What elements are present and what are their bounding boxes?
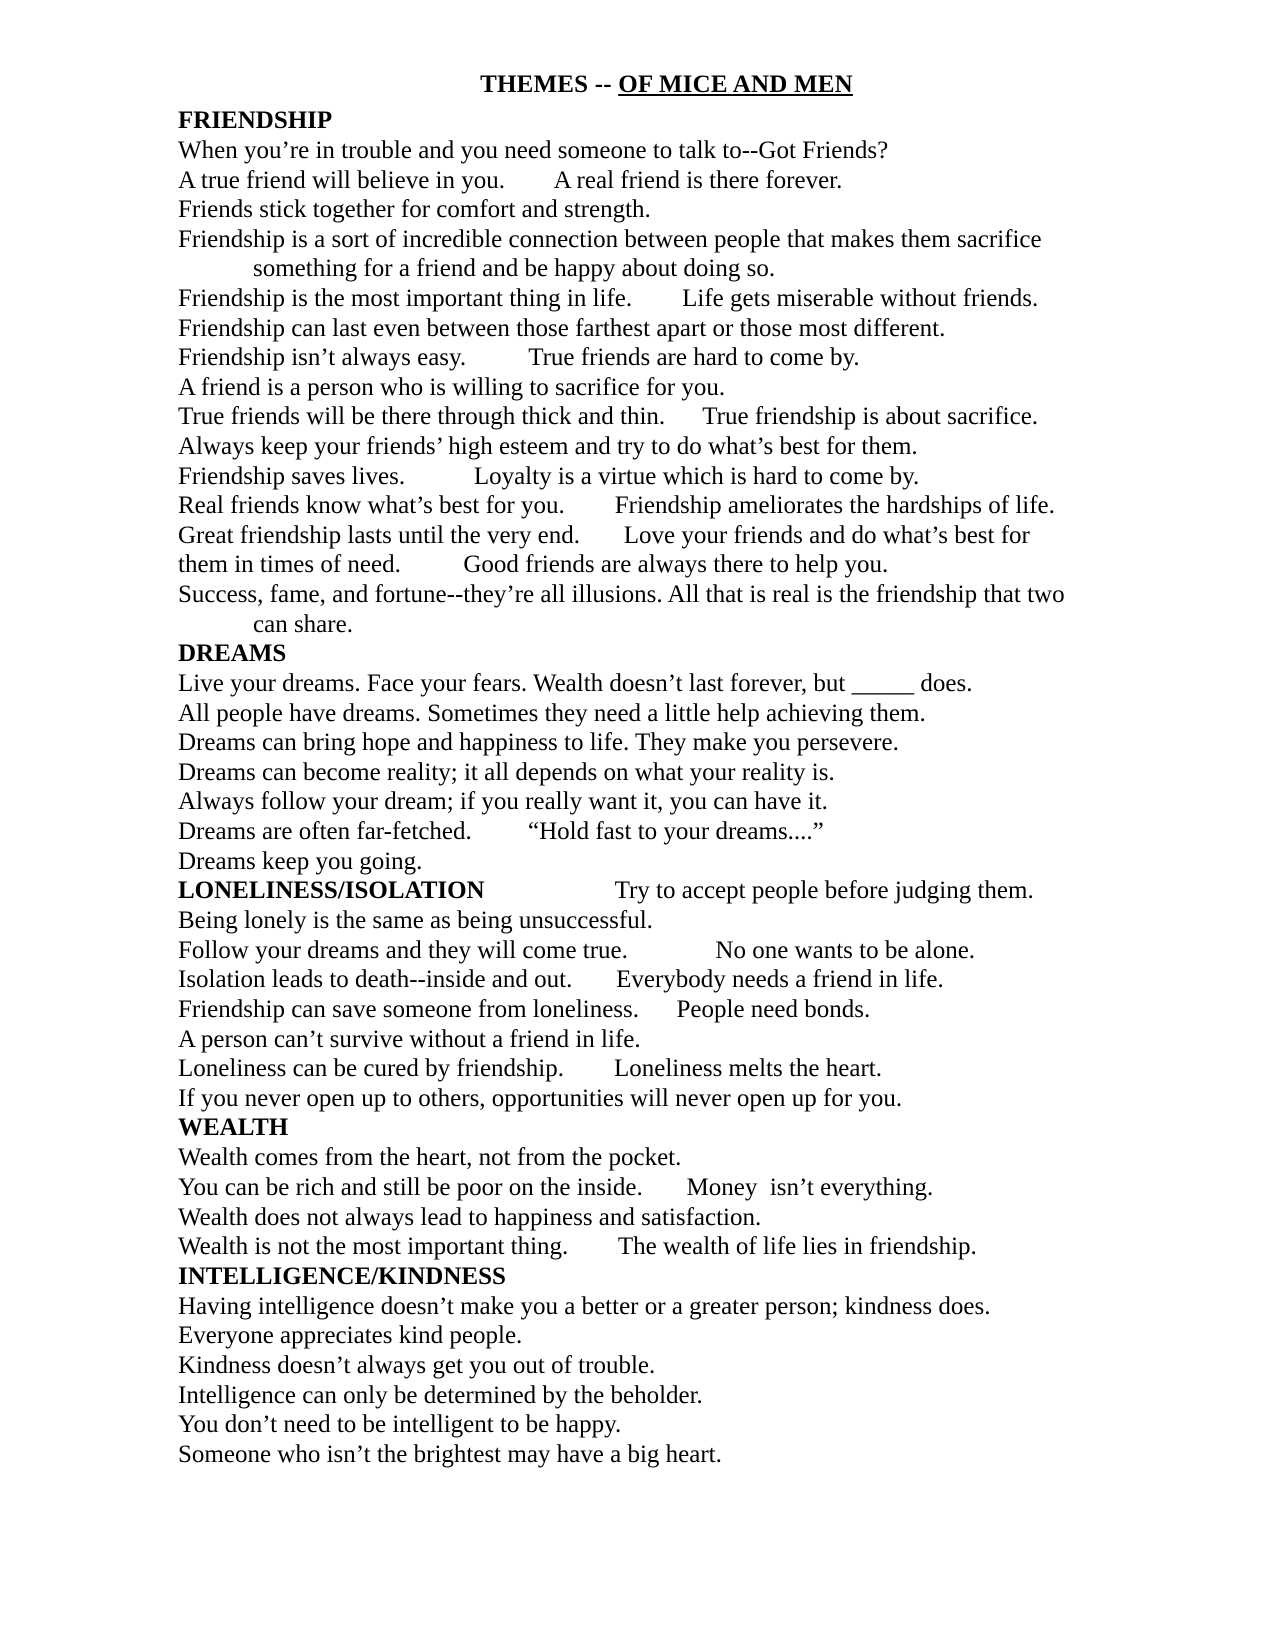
body-line: Always keep your friends’ high esteem and try to do what’s best for them.: [178, 432, 918, 460]
body-line: Success, fame, and fortune--they’re all illusions. All that is real is the friendship that two: [178, 580, 1065, 608]
section-heading-friendship: [178, 106, 1155, 136]
body-line: Loneliness can be cured by friendship. Loneliness melts the heart.: [178, 1055, 882, 1083]
section-body-friendship: [178, 136, 1155, 639]
body-line: All people have dreams. Sometimes they need a little help achieving them.: [178, 699, 926, 727]
section-heading-label: DREAMS: [178, 640, 287, 668]
section-heading-wealth: [178, 1113, 1155, 1143]
body-line: Friendship is a sort of incredible connection between people that makes them sacrifice: [178, 225, 1042, 253]
section-heading-loneliness-isolation: [178, 876, 1155, 906]
body-line: Kindness doesn’t always get you out of trouble.: [178, 1351, 656, 1379]
section-heading-label: FRIENDSHIP: [178, 107, 333, 134]
body-line: A person can’t survive without a friend in life.: [178, 1025, 641, 1053]
page-title: [178, 70, 1155, 100]
section-heading-label: WEALTH: [178, 1114, 289, 1142]
body-line: them in times of need. Good friends are always there to help you.: [178, 551, 889, 579]
body-line: Intelligence can only be determined by the beholder.: [178, 1381, 703, 1409]
body-line: Someone who isn’t the brightest may have a big heart.: [178, 1440, 722, 1468]
body-line: Dreams can become reality; it all depends on what your reality is.: [178, 758, 835, 786]
body-line: Friendship can last even between those farthest apart or those most different.: [178, 314, 946, 342]
section-body-wealth: [178, 1143, 1155, 1261]
body-line: Dreams can bring hope and happiness to life. They make you persevere.: [178, 729, 899, 757]
section-heading-dreams: [178, 639, 1155, 669]
body-line: something for a friend and be happy about doing so.: [253, 255, 776, 283]
body-line: can share.: [253, 610, 353, 638]
body-line: Wealth does not always lead to happiness and satisfaction.: [178, 1203, 762, 1231]
section-heading-intelligence-kindness: [178, 1262, 1155, 1292]
section-heading-trailing-text: Try to accept people before judging them.: [614, 877, 1034, 905]
body-line: Wealth is not the most important thing. The wealth of life lies in friendship.: [178, 1233, 977, 1261]
body-line: Live your dreams. Face your fears. Wealth doesn’t last forever, but _____ does.: [178, 670, 973, 698]
body-line: Friendship can save someone from loneliness. People need bonds.: [178, 996, 871, 1024]
body-line: Wealth comes from the heart, not from the pocket.: [178, 1144, 682, 1172]
body-line: If you never open up to others, opportunities will never open up for you.: [178, 1084, 903, 1112]
body-line: Friendship saves lives. Loyalty is a virtue which is hard to come by.: [178, 462, 920, 490]
body-line: Always follow your dream; if you really want it, you can have it.: [178, 788, 828, 816]
body-line: Friendship is the most important thing in life. Life gets miserable without friends.: [178, 284, 1039, 312]
section-body-dreams: [178, 669, 1155, 876]
section-heading-label: INTELLIGENCE/KINDNESS: [178, 1262, 506, 1290]
body-line: When you’re in trouble and you need someone to talk to--Got Friends?: [178, 137, 889, 164]
body-line: Friendship isn’t always easy. True friends are hard to come by.: [178, 344, 860, 372]
body-line: Everyone appreciates kind people.: [178, 1322, 523, 1350]
body-line: Real friends know what’s best for you. Friendship ameliorates the hardships of life.: [178, 492, 1055, 520]
section-body-loneliness-isolation: [178, 906, 1155, 1113]
page-title-underlined: OF MICE AND MEN: [618, 71, 853, 98]
body-line: A friend is a person who is willing to sacrifice for you.: [178, 373, 726, 401]
body-line: Dreams are often far-fetched. “Hold fast to your dreams....”: [178, 818, 824, 846]
body-line: Being lonely is the same as being unsuccessful.: [178, 907, 653, 935]
body-line: You don’t need to be intelligent to be happy.: [178, 1411, 622, 1439]
body-line: Dreams keep you going.: [178, 847, 423, 875]
body-line: Follow your dreams and they will come true. No one wants to be alone.: [178, 936, 976, 964]
body-line: Friends stick together for comfort and strength.: [178, 196, 651, 224]
page-title-plain: THEMES --: [480, 71, 619, 98]
body-line: Isolation leads to death--inside and out. Everybody needs a friend in life.: [178, 966, 944, 994]
section-heading-label: LONELINESS/ISOLATION: [178, 877, 485, 905]
body-line: A true friend will believe in you. A real friend is there forever.: [178, 166, 843, 194]
section-body-intelligence-kindness: [178, 1292, 1155, 1470]
body-line: Great friendship lasts until the very end. Love your friends and do what’s best for: [178, 521, 1030, 549]
body-line: Having intelligence doesn’t make you a better or a greater person; kindness does.: [178, 1292, 991, 1320]
body-line: You can be rich and still be poor on the inside. Money isn’t everything.: [178, 1174, 934, 1201]
body-line: True friends will be there through thick and thin. True friendship is about sacrifice.: [178, 403, 1039, 431]
